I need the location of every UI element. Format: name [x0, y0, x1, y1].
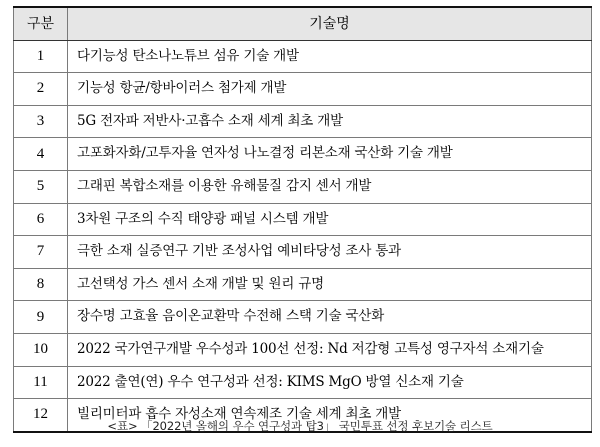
- row-number: 8: [14, 268, 68, 301]
- row-technology-name: 기능성 항균/항바이러스 첨가제 개발: [68, 73, 592, 106]
- header-technology-name: 기술명: [68, 7, 592, 40]
- table-row: [14, 333, 592, 366]
- header-number: 구분: [14, 7, 68, 40]
- table-body: [14, 40, 592, 432]
- table-row: [14, 105, 592, 138]
- row-technology-name: 2022 국가연구개발 우수성과 100선 선정: Nd 저감형 고특성 영구자석 소재기술: [68, 333, 592, 366]
- row-technology-name: 극한 소재 실증연구 기반 조성사업 예비타당성 조사 통과: [68, 236, 592, 269]
- row-number: 12: [14, 399, 68, 432]
- table-row: [14, 40, 592, 73]
- row-technology-name: 그래핀 복합소재를 이용한 유해물질 감지 센서 개발: [68, 170, 592, 203]
- table-row: [14, 268, 592, 301]
- row-number: 6: [14, 203, 68, 236]
- row-number: 1: [14, 40, 68, 73]
- table-row: [14, 366, 592, 399]
- row-technology-name: 다기능성 탄소나노튜브 섬유 기술 개발: [68, 40, 592, 73]
- table-row: [14, 203, 592, 236]
- row-number: 10: [14, 333, 68, 366]
- table-row: [14, 301, 592, 334]
- row-number: 11: [14, 366, 68, 399]
- row-technology-name: 5G 전자파 저반사·고흡수 소재 세계 최초 개발: [68, 105, 592, 138]
- table-row: [14, 73, 592, 106]
- row-technology-name: 2022 출연(연) 우수 연구성과 선정: KIMS MgO 방열 신소재 기술: [68, 366, 592, 399]
- row-number: 3: [14, 105, 68, 138]
- candidate-technology-table: [13, 6, 592, 433]
- table-row: [14, 170, 592, 203]
- row-number: 5: [14, 170, 68, 203]
- table-row: [14, 138, 592, 171]
- table-row: [14, 236, 592, 269]
- table-caption: <표> 「2022년 올해의 우수 연구성과 탑3」 국민투표 선정 후보기술 리스트: [107, 419, 493, 433]
- row-number: 7: [14, 236, 68, 269]
- row-technology-name: 빌리미터파 흡수 자성소재 연속제조 기술 세계 최초 개발: [68, 399, 592, 432]
- row-number: 4: [14, 138, 68, 171]
- row-number: 2: [14, 73, 68, 106]
- row-technology-name: 3차원 구조의 수직 태양광 패널 시스템 개발: [68, 203, 592, 236]
- table-header-row: [14, 7, 592, 40]
- row-number: 9: [14, 301, 68, 334]
- row-technology-name: 장수명 고효율 음이온교환막 수전해 스택 기술 국산화: [68, 301, 592, 334]
- row-technology-name: 고선택성 가스 센서 소재 개발 및 원리 규명: [68, 268, 592, 301]
- row-technology-name: 고포화자화/고투자율 연자성 나노결정 리본소재 국산화 기술 개발: [68, 138, 592, 171]
